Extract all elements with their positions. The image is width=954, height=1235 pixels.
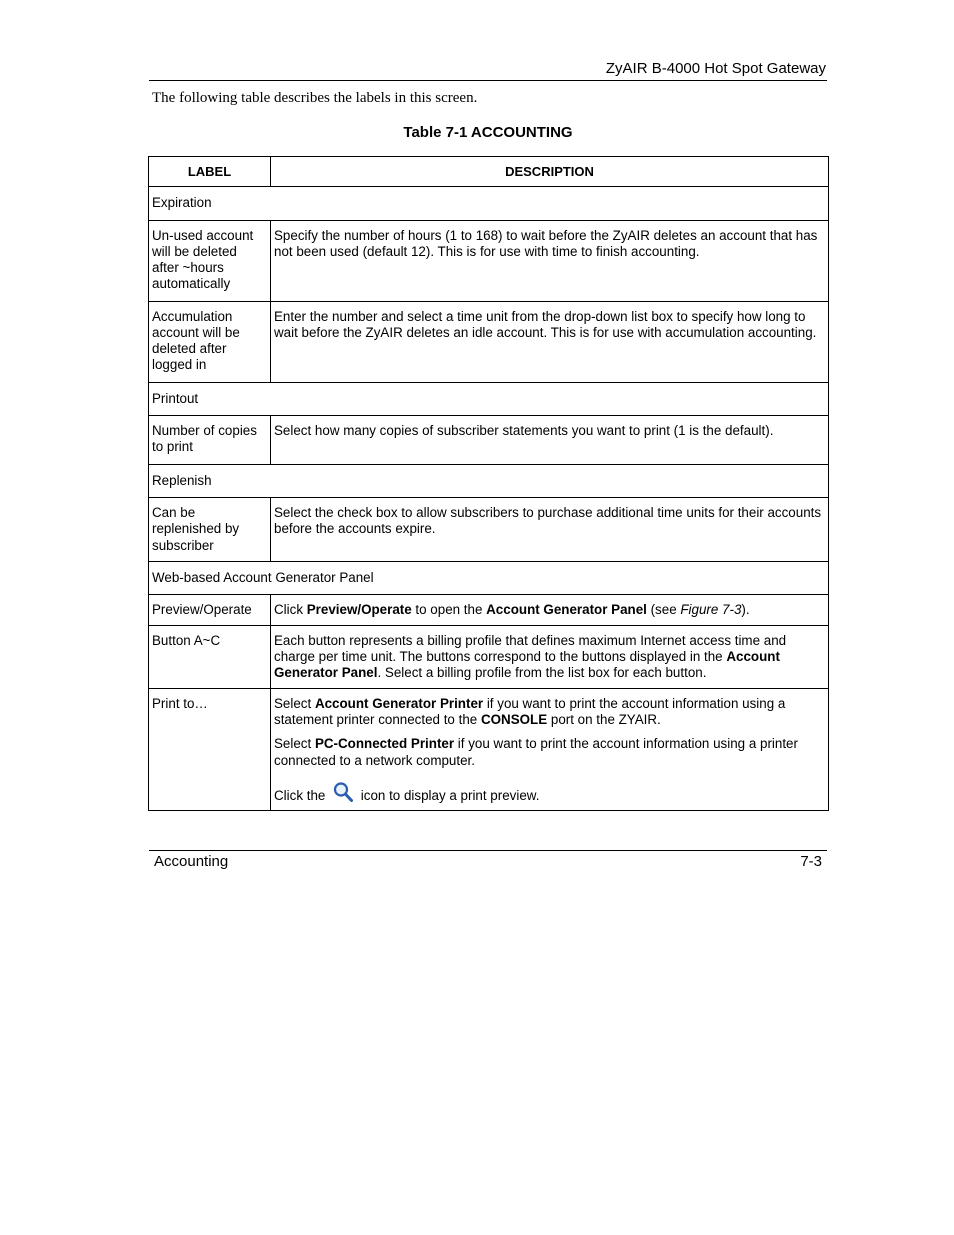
bold-term: PC-Connected Printer [314, 736, 455, 752]
section-label: Expiration [149, 187, 829, 220]
row-label: Preview/Operate [149, 595, 271, 625]
row-label: Button A~C [149, 625, 271, 688]
table-row [149, 498, 829, 562]
row-label: Un-used account will be deleted after ~hours automatically [149, 220, 271, 301]
bold-term: Account Generator Panel [486, 602, 647, 618]
row-description: Enter the number and select a time unit from the drop-down list box to specify how long to wait before the ZyAIR deletes an idle account. This is for use with accumulation accounting. [271, 301, 829, 382]
intro-paragraph: The following table describes the labels in this screen. [152, 90, 478, 106]
row-description [271, 595, 829, 625]
magnifier-icon [332, 781, 354, 803]
text-run: if you want to print the account information using a printer connected to a network computer. [274, 736, 798, 768]
label-column-header: LABEL [149, 157, 271, 187]
table-caption: Table 7-1 ACCOUNTING [403, 124, 573, 141]
row-label: Number of copies to print [149, 415, 271, 464]
text-run: Click the [274, 787, 330, 803]
row-label: Print to… [149, 688, 271, 810]
row-description: Specify the number of hours (1 to 168) to wait before the ZyAIR deletes an account that has not been used (default 12). This is for use with time to finish accounting. [271, 220, 829, 301]
text-run: port on the ZYAIR. [547, 711, 661, 727]
text-run: Select [274, 736, 315, 752]
bold-term: Preview/Operate [306, 602, 412, 618]
row-description: Select how many copies of subscriber statements you want to print (1 is the default). [271, 415, 829, 464]
text-run: Click [274, 602, 307, 618]
document-header-title: ZyAIR B-4000 Hot Spot Gateway [605, 60, 826, 77]
text-run: to open the [411, 602, 487, 618]
bold-term: Account Generator Panel [274, 649, 780, 681]
description-paragraph [274, 696, 825, 729]
section-row-web-panel [149, 562, 829, 595]
text-run: ). [741, 602, 750, 618]
text-run: icon to display a print preview. [357, 787, 540, 803]
table-row [149, 625, 829, 688]
row-description: Select the check box to allow subscribers to purchase additional time units for their accounts before the accounts expire. [271, 498, 829, 562]
footer-page-number: 7-3 [800, 853, 822, 870]
description-column-header: DESCRIPTION [271, 157, 829, 187]
footer-chapter-name: Accounting [154, 853, 229, 870]
section-row-replenish [149, 464, 829, 497]
table-row [149, 595, 829, 625]
table-row [149, 415, 829, 464]
header-rule [149, 80, 827, 81]
section-label: Printout [149, 382, 829, 415]
section-label: Web-based Account Generator Panel [149, 562, 829, 595]
section-label: Replenish [149, 464, 829, 497]
description-paragraph [274, 736, 825, 769]
row-label: Can be replenished by subscriber [149, 498, 271, 562]
accounting-table [148, 156, 829, 811]
row-label: Accumulation account will be deleted after logged in [149, 301, 271, 382]
table-row [149, 220, 829, 301]
figure-reference: Figure 7-3 [680, 602, 742, 618]
row-description [271, 688, 829, 810]
text-run: (see [646, 602, 681, 618]
section-row-expiration [149, 187, 829, 220]
table-header-row [149, 157, 829, 187]
text-run: Select [274, 695, 315, 711]
text-run: Each button represents a billing profile that defines maximum Internet access time and charge per time unit. The buttons correspond to the buttons displayed in the [274, 632, 787, 665]
text-run: . Select a billing profile from the list box for each button. [377, 665, 707, 681]
description-paragraph [274, 781, 825, 804]
table-row [149, 301, 829, 382]
text-run: if you want to print the account information using a statement printer connected to the [274, 695, 786, 727]
bold-term: Account Generator Printer [314, 695, 484, 711]
section-row-printout [149, 382, 829, 415]
footer-rule [149, 850, 827, 851]
bold-term: CONSOLE [480, 711, 548, 727]
row-description [271, 625, 829, 688]
table-row [149, 688, 829, 810]
